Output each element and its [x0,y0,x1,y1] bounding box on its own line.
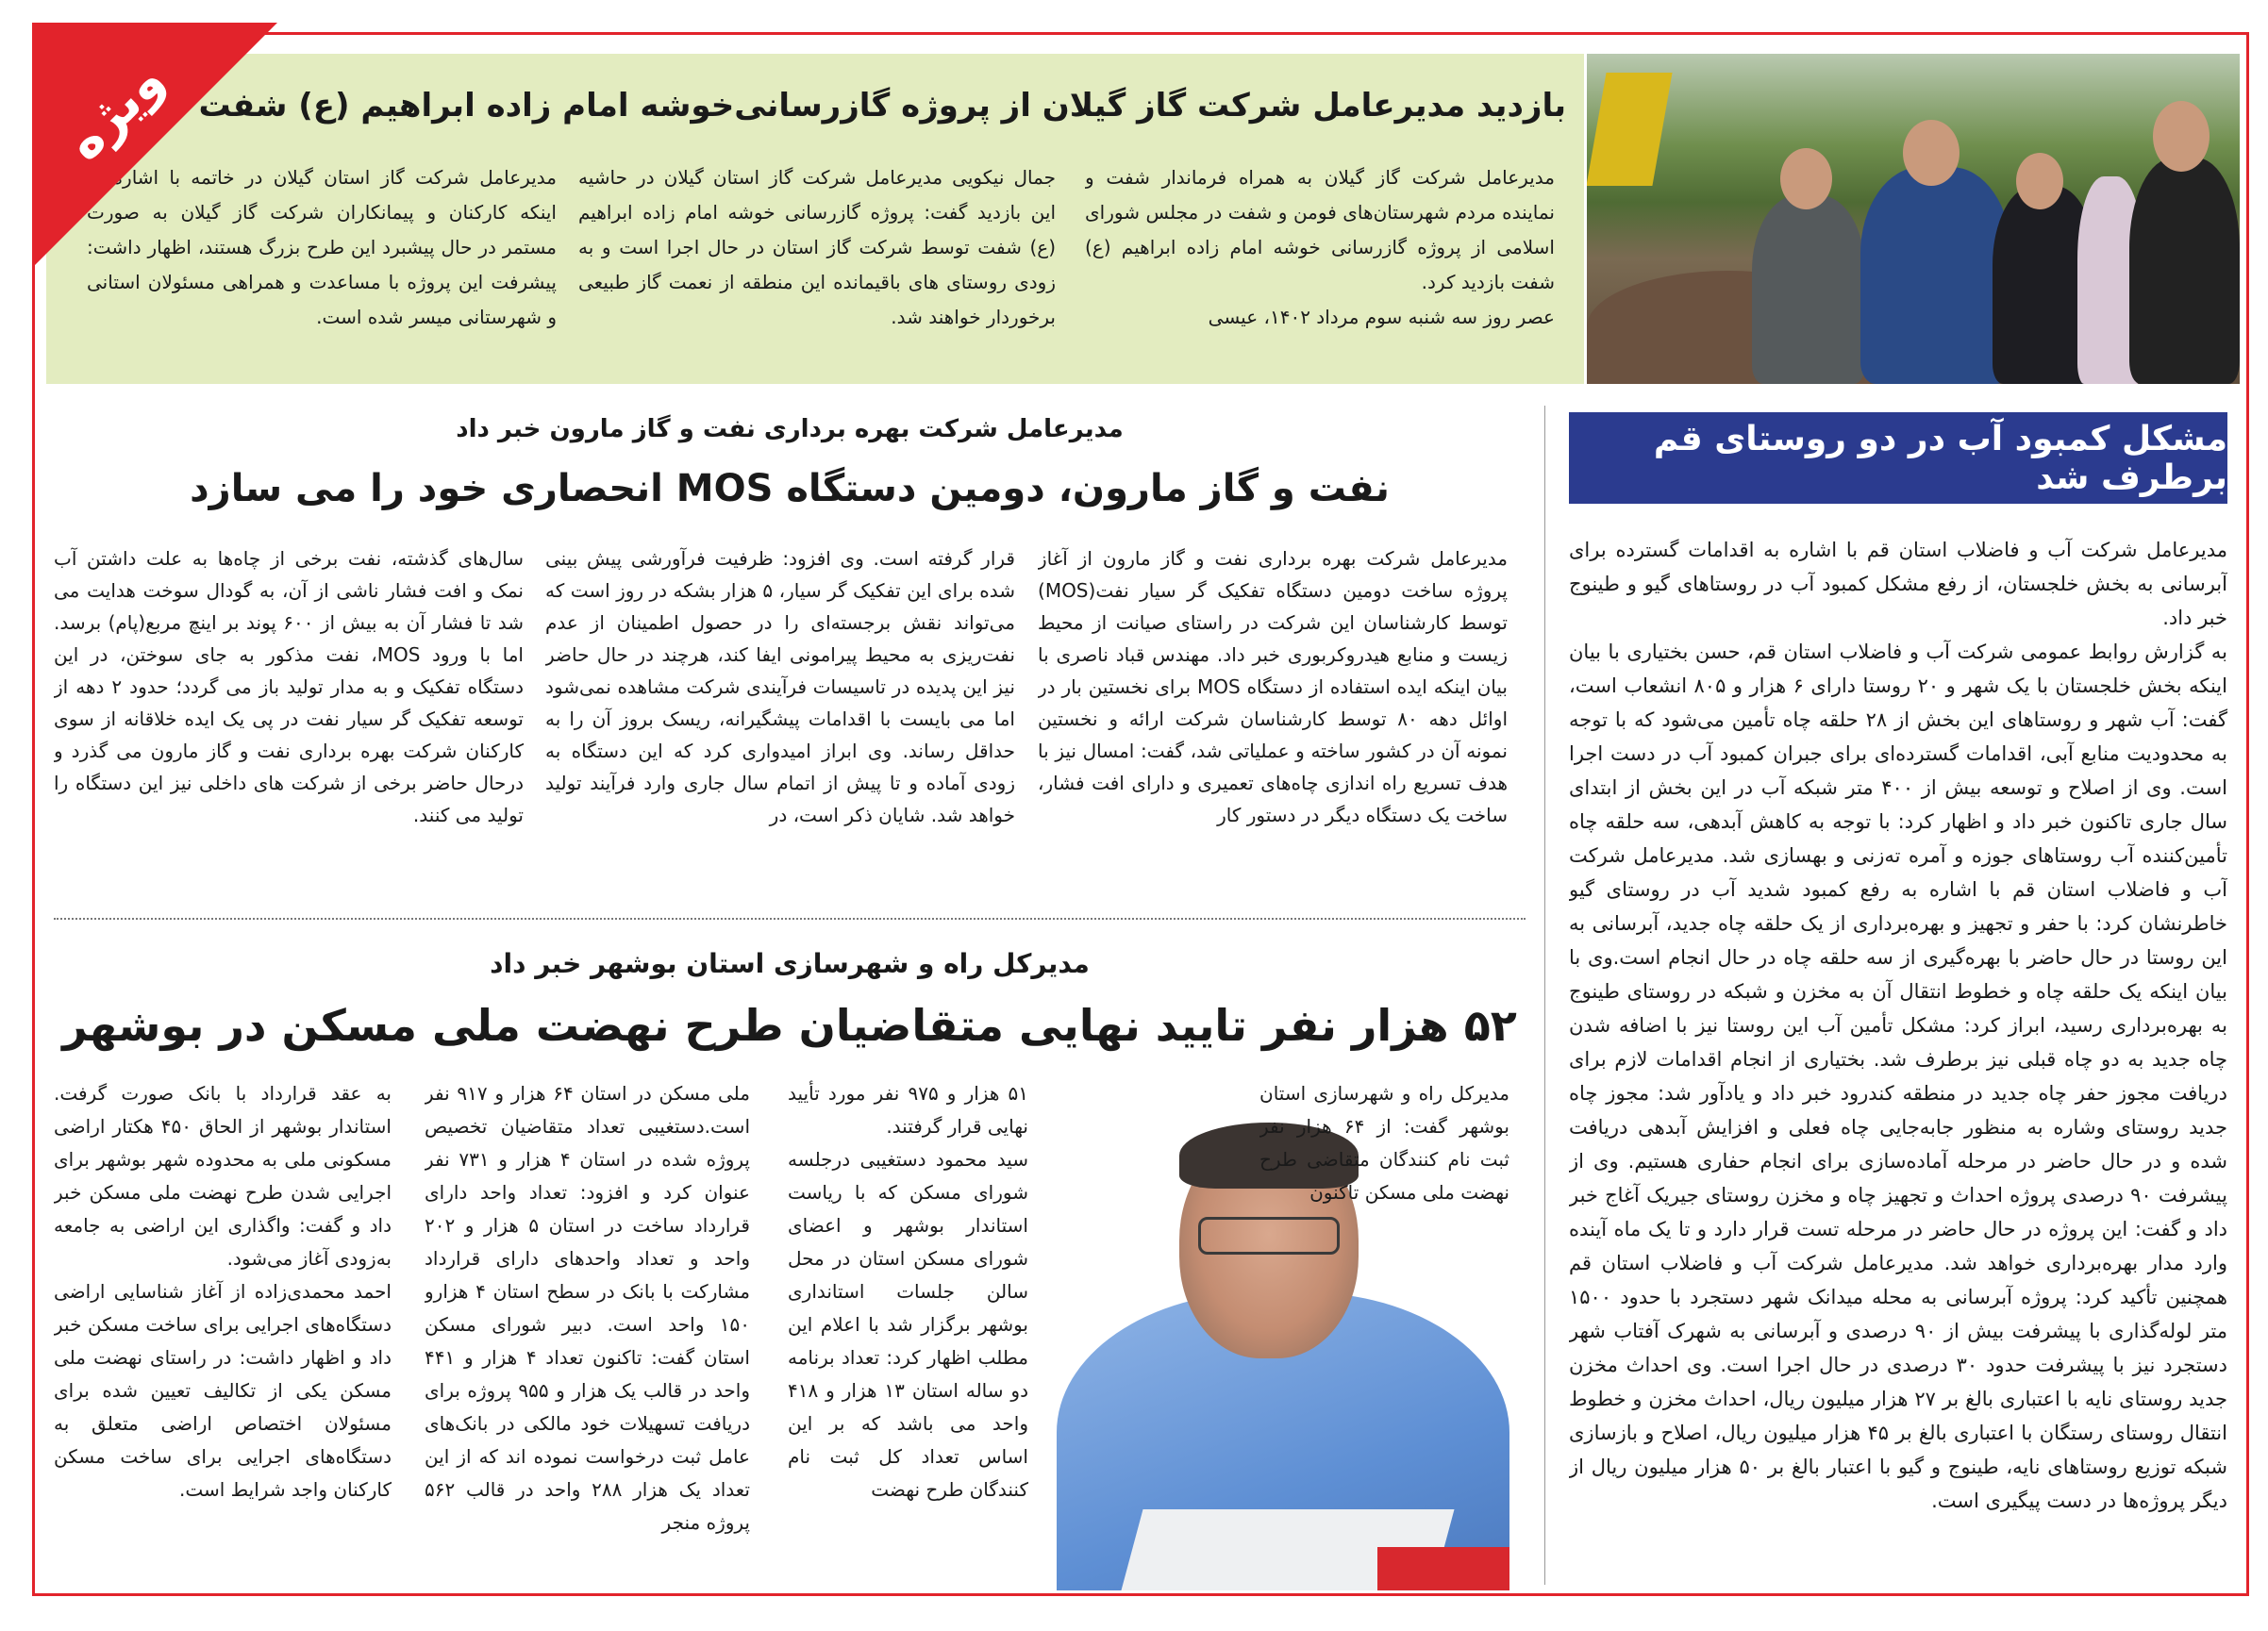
paragraph: به عقد قرارداد با بانک صورت گرفت. استاندار بوشهر از الحاق ۴۵۰ هکتار اراضی مسکونی ملی به محدوده شهر بوشهر برای اجرایی شدن طرح نهضت ملی مسکن خبر داد و گفت: واگذاری این اراضی به جامعه به‌زودی آغاز می‌شود. [54,1082,392,1270]
top-story-title: بازدید مدیرعامل شرکت گاز گیلان از پروژه گازرسانی‌خوشه امام زاده ابراهیم (ع) شفت [198,87,1566,125]
paragraph: ملی مسکن در استان ۶۴ هزار و ۹۱۷ نفر است.دستغیبی تعداد متقاضیان تخصیص پروژه شده در استان ۴ هزار و ۷۳۱ نفر عنوان کرد و افزود: تعداد واحد دارای قرارداد ساخت در استان ۵ هزار و ۲۰۲ واحد و تعداد واحدهای دارای قرارداد مشارکت با بانک در سطح استان ۴ هزارو ۱۵۰ واحد است. دبیر شورای مسکن استان گفت: تاکنون تعداد ۴ هزار و ۴۴۱ واحد در قالب یک هزار و ۹۵۵ پروژه برای دریافت تسهیلات خود مالکی در بانک‌های عامل ثبت درخواست نموده اند که از این تعداد یک هزار ۲۸۸ واحد در قالب ۵۶۲ پروژه منجر [425,1082,750,1534]
mos-story-title: نفت و گاز مارون، دومین دستگاه MOS انحصاری خود را می سازد [190,467,1390,510]
top-story-column-1 [1085,160,1555,377]
special-badge [32,23,277,268]
mos-story-column-3: سال‌های گذشته، نفت برخی از چاه‌ها به علت داشتن آب نمک و افت فشار ناشی از آن، به گودال سوخت هدایت می شد تا فشار آن به بیش از ۶۰۰ پوند بر اینچ مربع(پام) برسد. اما با ورود MOS، نفت مذکور به جای سوختن، در این دستگاه تفکیک و به مدار تولید باز می گردد؛ حدود ۲ دهه از توسعه تفکیک گر سیار نفت در پی یک ایده خلاقانه از سوی کارکنان شرکت بهره برداری نفت و گاز مارون می گذرد و درحال حاضر برخی از شرکت های داخلی نیز این دستگاه را تولید می کنند. [54,547,524,826]
paragraph: مدیرعامل شرکت آب و فاضلاب استان قم با اشاره به اقدامات گسترده برای آبرسانی به بخش خلجستان، از رفع مشکل کمبود آب در روستاهای گیو و طینوج خبر داد. [1569,539,2227,629]
paragraph: سید محمود دستغیبی درجلسه شورای مسکن که با ریاست استاندار بوشهر و اعضای شورای مسکن استان در محل سالن جلسات استانداری بوشهر برگزار شد با اعلام این مطلب اظهار کرد: تعداد برنامه دو ساله استان ۱۳ هزار و ۴۱۸ واحد می باشد که بر این اساس تعداد کل ثبت نام کنندگان طرح نهضت [788,1148,1028,1501]
paragraph: به گزارش روابط عمومی شرکت آب و فاضلاب استان قم، حسن بختیاری با بیان اینکه بخش خلجستان با یک شهر و ۲۰ روستا دارای ۶ هزار و ۸۰۵ انشعاب است، گفت: آب شهر و روستاهای این بخش از ۲۸ حلقه چاه تأمین می‌شود که با توجه به محدودیت منابع آبی، اقدامات گسترده‌ای برای جبران کمبود آب در دست اجرا است. وی از اصلاح و توسعه بیش از ۴۰۰ متر شبکه آب در این بخش از ابتدای سال جاری تاکنون خبر داد و اظهار کرد: با توجه به کاهش آبدهی، سه حلقه چاه تأمین‌کننده آب روستاهای جوزه و آمره ته‌زنی و بهسازی شد. مدیرعامل شرکت آب و فاضلاب استان قم با اشاره به رفع کمبود شدید آب در روستای گیو خاطرنشان کرد: با حفر و تجهیز و بهره‌برداری از یک حلقه چاه جدید، آبرسانی به این روستا در حال حاضر با بهره‌گیری از سه حلقه چاه در حال انجام است.وی با بیان اینکه یک حلقه چاه و خطوط انتقال آن به مخزن و شبکه در روستای طینوج به بهره‌برداری رسید، ابراز کرد: مشکل تأمین آب این روستا نیز با اضافه شدن چاه جدید به دو چاه قبلی نیز برطرف شد. بختیاری از انجام اقدامات لازم برای دریافت مجوز حفر چاه جدید در منطقه کندرود خبر داد و یادآور شد: مجوز چاه جدید روستای وشاره به منظور جابه‌جایی چاه فعلی و افزایش آبدهی دریافت شده و در حال حاضر در مرحله آماده‌سازی برای انجام حفاری هستیم. وی از پیشرفت ۹۰ درصدی پروژه احداث و تجهیز چاه و مخزن روستای جیریک آغاج خبر داد و گفت: این پروژه در حال حاضر در مرحله تست قرار دارد و تا یک ماه آینده وارد مدار بهره‌برداری خواهد شد. مدیرعامل شرکت آب و فاضلاب استان قم همچنین تأکید کرد: پروژه آبرسانی به محله میدانک شهر دستجرد با حدود ۱۵۰۰ متر لوله‌گذاری با پیشرفت بیش از ۹۰ درصدی و آبرسانی به شهرک آفتاب شهر دستجرد نیز با پیشرفت حدود ۳۰ درصدی در حال اجرا است. وی احداث مخزن جدید روستای نایه با اعتباری بالغ بر ۲۷ هزار میلیون ریال، احداث مخزن و خطوط انتقال روستای رستگان با اعتباری بالغ بر ۴۵ هزار میلیون ریال، اصلاح و بازسازی شبکه توزیع روستاهای نایه، طینوج و گیو با اعتبار بالغ بر ۵۰ هزار میلیون ریال از دیگر پروژه‌ها در دست پیگیری است. [1569,641,2227,1512]
qom-story-title: مشکل کمبود آب در دو روستای قم برطرف شد [1569,412,2227,504]
paragraph: جمال نیکویی مدیرعامل شرکت گاز استان گیلان در حاشیه این بازدید گفت: پروژه گازرسانی خوشه امام زاده ابراهیم (ع) شفت توسط شرکت گاز استان در حال اجرا است و به زودی روستای های باقیمانده این منطقه از نعمت گاز طبیعی برخوردار خواهند شد. [578,166,1056,328]
bushehr-story-title: ۵۲ هزار نفر تایید نهایی متقاضیان طرح نهضت ملی مسکن در بوشهر [62,1000,1517,1051]
bushehr-story-column-3 [425,1077,750,1587]
top-story-column-2 [578,160,1056,377]
bushehr-story-subtitle: مدیرکل راه و شهرسازی استان بوشهر خبر داد [490,948,1090,979]
paragraph: ۵۱ هزار و ۹۷۵ نفر مورد تأیید نهایی قرار گرفتند. [788,1082,1028,1138]
paragraph: مدیرکل راه و شهرسازی استان بوشهر گفت: از ۶۴ هزار نفر ثبت نام کنندگان متقاضی طرح نهضت ملی مسکن تاکنون [1259,1082,1509,1204]
mos-story-column-2: قرار گرفته است. وی افزود: ظرفیت فرآورشی پیش بینی شده برای این تفکیک گر سیار، ۵ هزار بشکه در روز است که می‌تواند نقش برجسته‌ای را در حصول اطمینان از عدم نفت‌ریزی به محیط پیرامونی ایفا کند، هرچند در حال حاضر نیز این پدیده در تاسیسات فرآیندی شرکت مشاهده نمی‌شود اما می بایست با اقدامات پیشگیرانه، ریسک بروز آن را به حداقل رساند. وی ابراز امیدواری کرد که این دستگاه به زودی آماده و تا پیش از اتمام سال جاری وارد فرآیند تولید خواهد شد. شایان ذکر است، در [545,547,1015,826]
mos-story-subtitle: مدیرعامل شرکت بهره برداری نفت و گاز مارون خبر داد [456,415,1124,443]
mos-story-column-1: مدیرعامل شرکت بهره برداری نفت و گاز مارون از آغاز پروژه ساخت دومین دستگاه تفکیک گر سیار نفت(MOS) توسط کارشناسان این شرکت در راستای صیانت از محیط زیست و منابع هیدروکربوری خبر داد. مهندس قباد ناصری با بیان اینکه ایده استفاده از دستگاه MOS برای نخستین بار در اوائل دهه ۸۰ توسط کارشناسان شرکت ارائه و نخستین نمونه آن در کشور ساخته و عملیاتی شد، گفت: امسال نیز با هدف تسریع راه اندازی چاه‌های تعمیری و دارای افت فشار، ساخت یک دستگاه دیگر در دستور کار [1038,547,1508,826]
paragraph: مدیرعامل شرکت گاز گیلان به همراه فرماندار شفت و نماینده مردم شهرستان‌های فومن و شفت در مجلس شورای اسلامی از پروژه گازرسانی خوشه امام زاده ابراهیم (ع) شفت بازدید کرد. [1085,166,1555,293]
section-divider [54,918,1526,920]
bushehr-story-column-2 [788,1077,1028,1587]
paragraph: مدیرعامل شرکت گاز استان گیلان در خاتمه با اشاره به اینکه کارکنان و پیمانکاران شرکت گاز گیلان به صورت مستمر در حال پیشبرد این طرح بزرگ هستند، اظهار داشت: پیشرفت این پروژه با مساعدت و همراهی مسئولان استانی و شهرستانی میسر شده است. [87,166,557,328]
paragraph: احمد محمدی‌زاده از آغاز شناسایی اراضی دستگاه‌های اجرایی برای ساخت مسکن خبر داد و اظهار داشت: در راستای نهضت ملی مسکن یکی از تکالیف تعیین شده برای مسئولان اختصاص اراضی متعلق به دستگاه‌های اجرایی برای ساخت مسکن کارکنان واجد شرایط است. [54,1280,392,1501]
qom-story-body [1569,533,2227,1585]
special-badge-label: ویژه [54,50,176,172]
column-divider [1544,406,1545,1585]
bushehr-story-column-1 [1259,1077,1509,1285]
bushehr-story-column-4 [54,1077,392,1587]
site-visit-photo [1587,54,2240,384]
paragraph: عصر روز سه شنبه سوم مرداد ۱۴۰۲، عیسی [1208,306,1555,328]
